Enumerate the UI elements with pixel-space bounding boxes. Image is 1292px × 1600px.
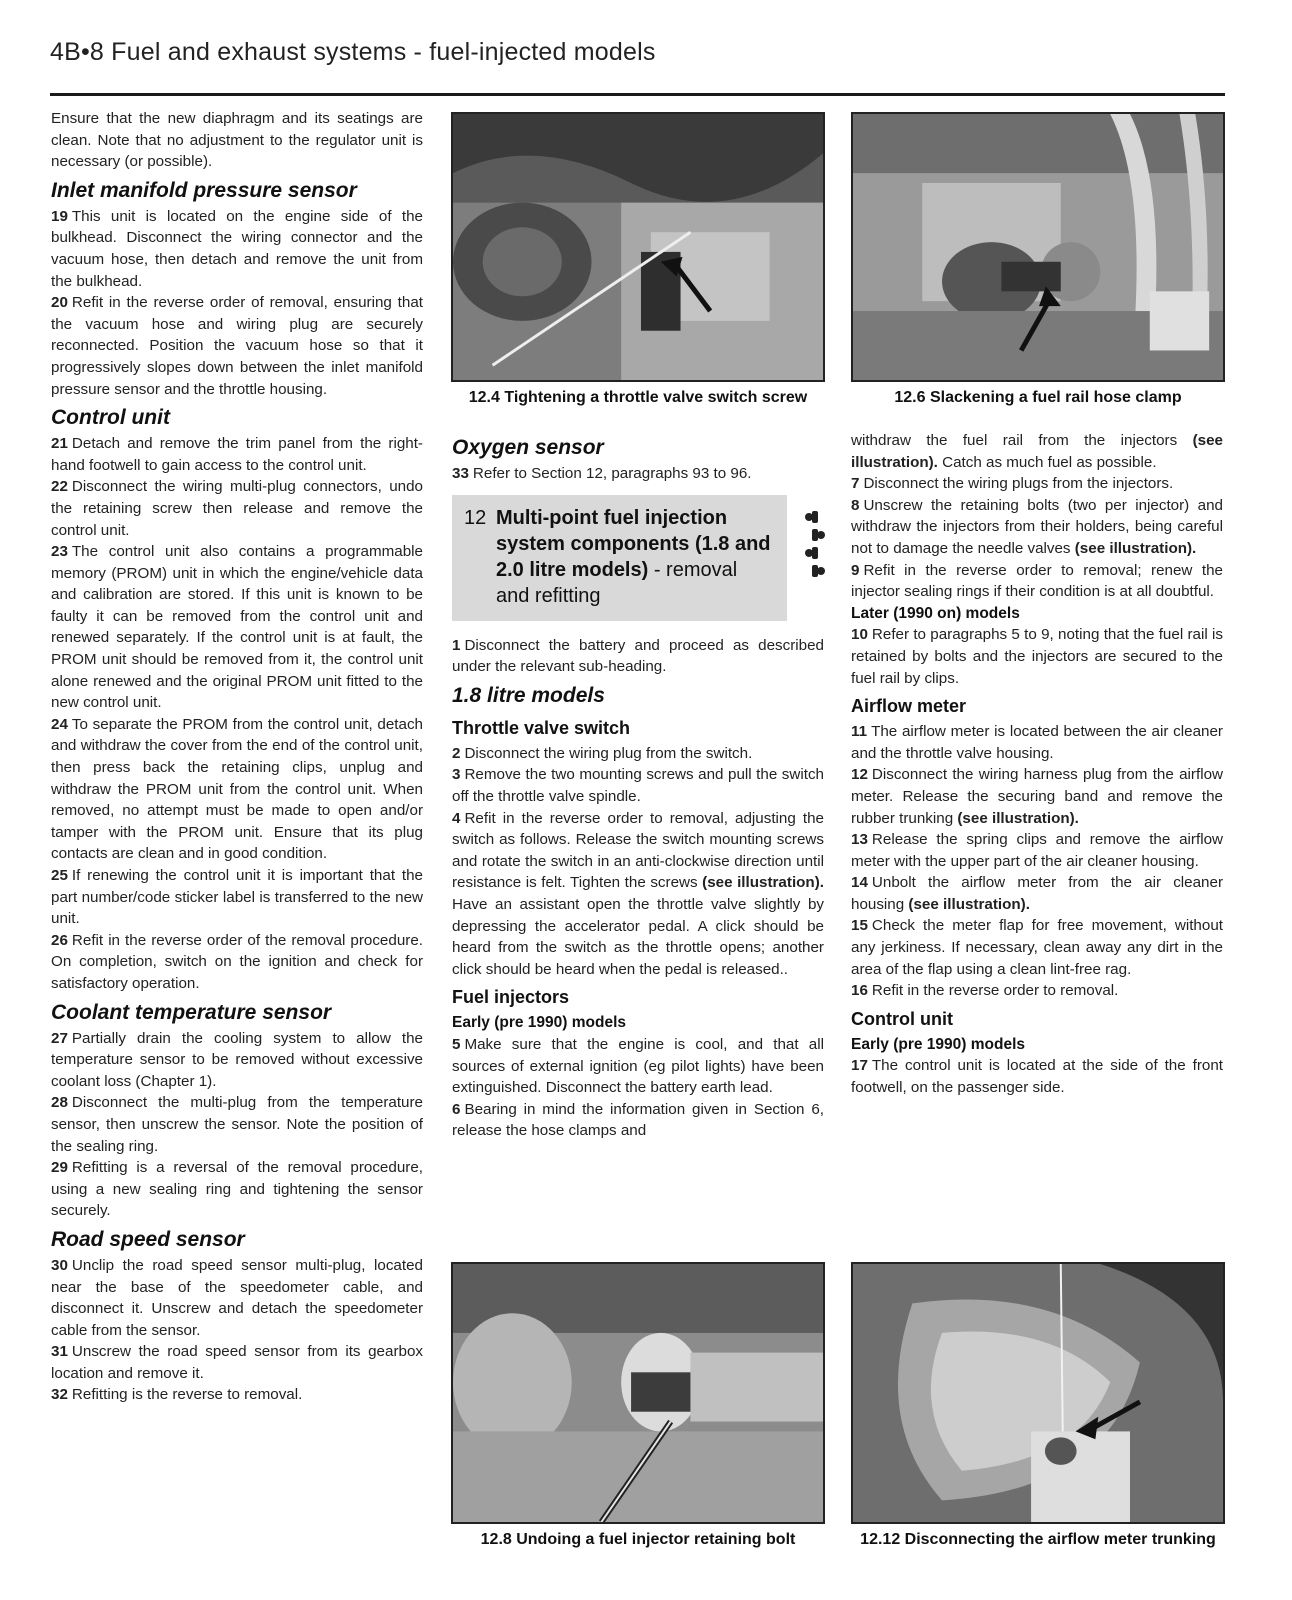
paragraph-text: Refitting is the reverse to removal. [71,1386,303,1404]
caption-12-8: 12.8 Undoing a fuel injector retaining bolt [480,1531,796,1548]
paragraph-27 [51,1028,423,1093]
paragraph-29 [51,1157,423,1222]
section-title [496,505,771,609]
paragraph-text: If renewing the control unit it is important that the part number/code sticker label is transferred to the new unit. [51,867,423,928]
paragraph-number: 31 [51,1343,68,1361]
paragraph-number: 30 [51,1256,68,1274]
paragraph-2 [452,743,824,765]
paragraph-12 [851,764,1223,829]
paragraph-number: 2 [452,744,461,762]
paragraph-19 [51,206,423,292]
paragraph-text: To separate the PROM from the control unit, detach and withdraw the cover from the end of the control unit, then press back the retaining clips, unplug and withdraw the PROM unit from the control unit. When removed, no attempt must be made to open and/or tamper with the PROM unit. Ensure that its plug contacts are clean and in good condition. [51,715,423,863]
paragraph-number: 11 [851,723,868,741]
paragraph-20 [51,292,423,400]
see-illustration-ref: (see illustration). [908,895,1030,913]
paragraph-text: Unscrew the road speed sensor from its gearbox location and remove it. [51,1343,423,1382]
paragraph-text: Disconnect the battery and proceed as described under the relevant sub-heading. [452,636,824,676]
paragraph-text: Disconnect the multi-plug from the temperature sensor, then unscrew the sensor. Note the position of the sealing ring. [51,1094,423,1155]
paragraph-17 [851,1055,1223,1098]
paragraph-number: 1 [452,636,461,654]
paragraph-number: 22 [51,478,68,496]
photo-airflow-meter-trunking [851,1262,1225,1524]
paragraph-text: The control unit also contains a programmable memory (PROM) unit in which the engine/vehicle data and calibration are stored. If this unit is known to be faulty it can be removed from the control unit and renewed separately. If the control unit is at fault, the PROM unit should be removed from it, the control unit alone renewed and the original PROM unit fitted to the new control unit. [51,543,423,712]
caption-12-6: 12.6 Slackening a fuel rail hose clamp [894,389,1182,406]
paragraph-text: Remove the two mounting screws and pull the switch off the throttle valve spindle. [452,766,824,805]
paragraph-25 [51,865,423,930]
paragraph-text: Unbolt the airflow meter from the air cleaner housing [851,874,1223,913]
paragraph-number: 17 [851,1057,868,1075]
paragraph-33 [452,463,824,485]
paragraph-6 [452,1099,824,1142]
heading-fuel-injectors: Fuel injectors [452,987,570,1008]
paragraph-number: 5 [452,1035,461,1053]
paragraph-text: Refit in the reverse order of the removal procedure. On completion, switch on the ignition and check for satisfactory operation. [51,931,423,992]
paragraph-text: Catch as much fuel as possible. [937,453,1157,471]
paragraph-number: 25 [51,867,68,884]
paragraph-number: 12 [851,766,868,784]
paragraph-text: Make sure that the engine is cool, and that all sources of external ignition (eg pilot lights) have been extinguished. Disconnect the battery earth lead. [452,1035,824,1097]
paragraph-text: The control unit is located at the side of the front footwell, on the passenger side. [851,1057,1223,1097]
paragraph-number: 13 [851,831,868,849]
heading-coolant-temperature-sensor: Coolant temperature sensor [51,1000,332,1024]
paragraph-28 [51,1092,423,1157]
paragraph-number: 7 [851,475,860,493]
paragraph-number: 14 [851,874,868,892]
heading-later-models: Later (1990 on) models [851,604,1020,622]
photo-throttle-valve-switch [451,112,825,382]
paragraph-6-continued [851,430,1223,473]
paragraph-26 [51,930,423,995]
paragraph-5 [452,1034,824,1099]
page-header [50,36,1225,96]
photo-fuel-injector-bolt [451,1262,825,1524]
paragraph-text: Refit in the reverse order of removal, ensuring that the vacuum hose and wiring plug are securely reconnected. Position the vacuum hose so that it progressively slopes down between the inlet manifold pressure sensor and the throttle housing. [51,294,423,398]
paragraph-number: 23 [51,543,68,561]
paragraph-number: 15 [851,917,868,935]
paragraph-7 [851,473,1223,495]
paragraph-text: Detach and remove the trim panel from the right-hand footwell to gain access to the control unit. [51,435,423,474]
paragraph-3 [452,764,824,807]
engine-photo-graphic [453,114,823,380]
engine-photo-graphic [853,114,1223,380]
heading-early-models-2: Early (pre 1990) models [851,1035,1026,1053]
paragraph-number: 24 [51,715,68,733]
paragraph-number: 33 [452,465,469,482]
section-number: 12 [464,506,487,529]
section-title-suffix: - removal and refitting [496,558,738,607]
paragraph-text: Disconnect the wiring harness plug from the airflow meter. Release the securing band and remove the rubber trunking [851,766,1223,827]
paragraph-text: Refer to Section 12, paragraphs 93 to 96. [472,465,752,482]
paragraph-10 [851,624,1223,689]
paragraph-text: Refit in the reverse order to removal. [871,982,1119,1000]
paragraph-text: Unscrew the retaining bolts (two per injector) and withdraw the injectors from their holders, being careful not to damage the needle valves [851,496,1223,557]
spanner-difficulty-icon [804,509,826,583]
paragraph-number: 26 [51,931,68,949]
paragraph-32 [51,1384,423,1406]
paragraph-1 [452,635,824,678]
paragraph-24 [51,714,423,865]
paragraph-text: This unit is located on the engine side of the bulkhead. Disconnect the wiring connector and the vacuum hose, then detach and remove the unit from the bulkhead. [51,207,423,290]
see-illustration-ref: (see illustration). [851,432,1223,471]
engine-photo-graphic [853,1264,1223,1522]
paragraph-number: 32 [51,1386,68,1404]
paragraph-number: 6 [452,1100,461,1118]
paragraph-21 [51,433,423,476]
page-title: 4B•8 Fuel and exhaust systems - fuel-injected models [50,38,656,66]
caption-12-12: 12.12 Disconnecting the airflow meter trunking [860,1531,1216,1548]
paragraph-23 [51,541,423,714]
heading-road-speed-sensor: Road speed sensor [51,1227,245,1251]
heading-control-unit: Control unit [51,406,170,430]
column-1 [51,108,423,1406]
caption-12-4: 12.4 Tightening a throttle valve switch screw [468,389,808,406]
engine-photo-graphic [453,1264,823,1522]
paragraph-14 [851,872,1223,915]
paragraph-text: Disconnect the wiring plugs from the injectors. [863,475,1174,493]
paragraph-31 [51,1341,423,1384]
paragraph-8 [851,495,1223,560]
paragraph-16 [851,980,1223,1002]
paragraph-text: Unclip the road speed sensor multi-plug, located near the base of the speedometer cable, and disconnect it. Unscrew and detach the speedometer cable from the sensor. [51,1256,423,1339]
paragraph-text: Disconnect the wiring plug from the switch. [464,744,753,762]
heading-throttle-valve-switch: Throttle valve switch [452,717,631,738]
section-12-heading-box [452,495,787,621]
paragraph-4 [452,808,824,981]
photo-fuel-rail-hose-clamp [851,112,1225,382]
paragraph-15 [851,915,1223,980]
paragraph-number: 29 [51,1159,68,1177]
heading-oxygen-sensor: Oxygen sensor [452,436,604,459]
paragraph-text: Refit in the reverse order to removal, adjusting the switch as follows. Release the switch mounting screws and rotate the switch in an anti-clockwise direction until resistance is felt. Tighten the screws [452,809,824,892]
section-title-bold: Multi-point fuel injection system components (1.8 and 2.0 litre models) [496,506,771,581]
paragraph-number: 16 [851,982,868,1000]
paragraph-number: 9 [851,561,860,579]
paragraph-number: 4 [452,809,461,827]
paragraph-intro: Ensure that the new diaphragm and its seatings are clean. Note that no adjustment to the regulator unit is necessary (or possible). [51,110,423,171]
see-illustration-ref: (see illustration). [1074,539,1197,557]
paragraph-text: Partially drain the cooling system to allow the temperature sensor to be removed without excessive coolant loss (Chapter 1). [51,1029,423,1090]
paragraph-text: Bearing in mind the information given in Section 6, release the hose clamps and [452,1100,824,1140]
paragraph-text: Have an assistant open the throttle valve slightly by depressing the accelerator pedal. A click should be heard from the switch as the throttle opens; another click should be heard when the pedal is released.. [452,895,824,978]
paragraph-9 [851,560,1223,603]
heading-1-8-litre-models: 1.8 litre models [452,683,605,707]
paragraph-number: 20 [51,294,68,312]
see-illustration-ref: (see illustration). [702,874,824,892]
paragraph-number: 27 [51,1029,68,1047]
heading-inlet-manifold-pressure-sensor: Inlet manifold pressure sensor [51,178,357,202]
paragraph-text: Disconnect the wiring multi-plug connectors, undo the retaining screw then release and remove the control unit. [51,478,423,539]
paragraph-number: 19 [51,207,68,225]
heading-early-models: Early (pre 1990) models [452,1014,627,1032]
paragraph-text: Check the meter flap for free movement, without any jerkiness. If necessary, clean away any dirt in the area of the flap using a clean lint-free rag. [851,917,1223,978]
paragraph-number: 8 [851,496,860,514]
paragraph-number: 10 [851,626,868,644]
paragraph-text: Release the spring clips and remove the airflow meter with the upper part of the air cleaner housing. [851,831,1223,870]
column-2 [452,430,824,1142]
paragraph-13 [851,829,1223,872]
paragraph-22 [51,476,423,541]
paragraph-number: 3 [452,766,461,784]
paragraph-30 [51,1255,423,1341]
paragraph-text: The airflow meter is located between the air cleaner and the throttle valve housing. [851,723,1223,762]
paragraph-text: Refitting is a reversal of the removal procedure, using a new sealing ring and tightening the sensor securely. [51,1159,423,1220]
heading-airflow-meter: Airflow meter [851,696,967,717]
see-illustration-ref: (see illustration). [957,809,1079,827]
paragraph-text: Refit in the reverse order to removal; renew the injector sealing rings if their condition is at all doubtful. [851,561,1223,601]
paragraph-number: 21 [51,435,68,453]
paragraph-text: Refer to paragraphs 5 to 9, noting that the fuel rail is retained by bolts and the injectors are secured to the fuel rail by clips. [851,626,1223,687]
paragraph-11 [851,721,1223,764]
heading-control-unit-2: Control unit [851,1008,953,1029]
column-3 [851,430,1223,1099]
paragraph-text: withdraw the fuel rail from the injectors [851,432,1193,449]
paragraph-number: 28 [51,1094,68,1112]
